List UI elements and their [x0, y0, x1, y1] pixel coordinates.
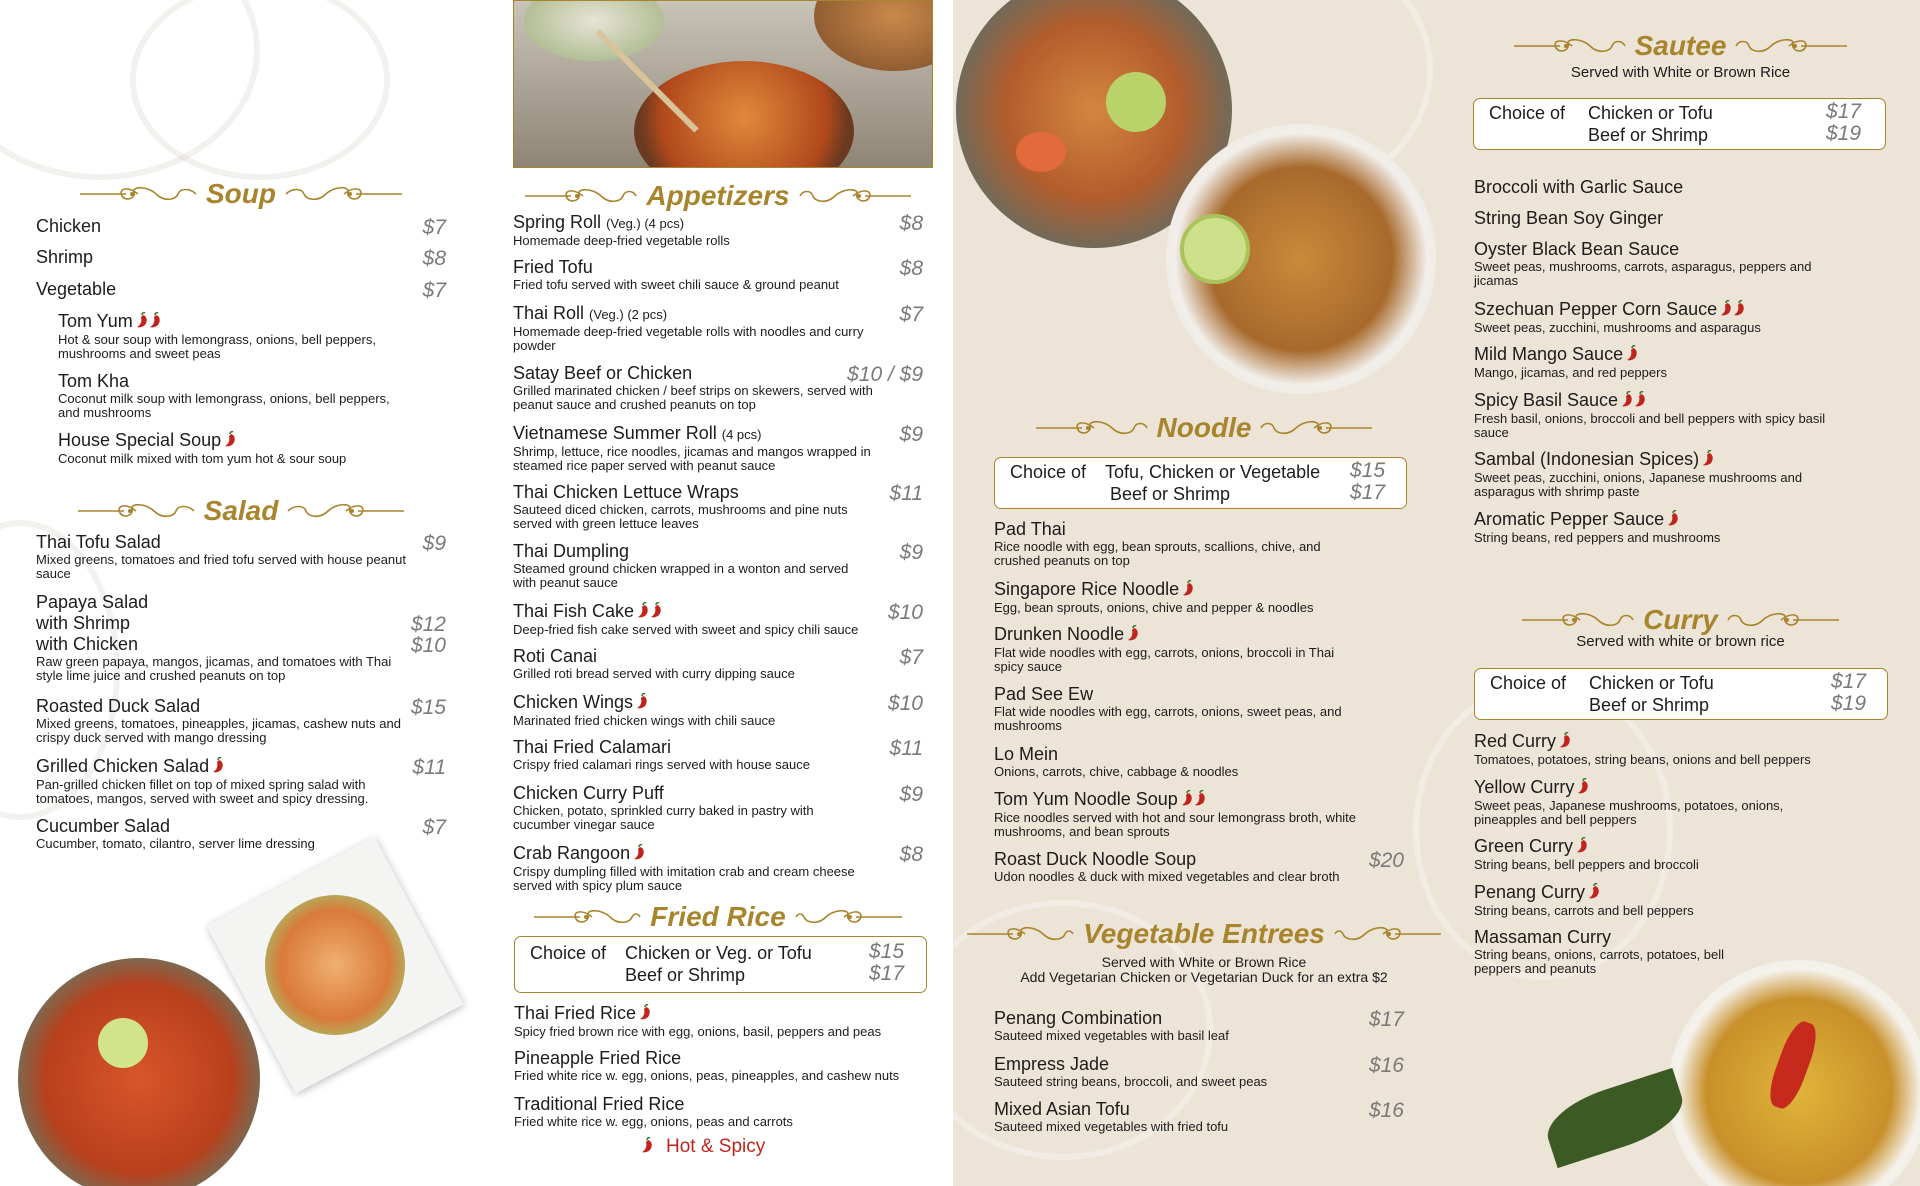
veg-subtitle-2: Add Vegetarian Chicken or Vegetarian Duck for an extra $2 [1020, 969, 1388, 985]
chili-icon [1559, 732, 1572, 753]
appetizer-item: Thai Roll (Veg.) (2 pcs) $7 Homemade deep-fried vegetable rolls with noodles and curry powder [513, 303, 923, 353]
salad-item: Thai Tofu Salad $9 Mixed greens, tomatoes and fried tofu served with house peanut sauce [36, 532, 446, 581]
soup-title: Soup [206, 178, 276, 209]
soup-item: Vegetable $7 [36, 279, 446, 302]
sautee-item: Broccoli with Garlic Sauce [1474, 177, 1684, 197]
chili-icon [1577, 778, 1590, 799]
ornament-left-icon [76, 501, 196, 521]
column-appetizers-fried-rice [513, 0, 923, 1186]
fried-rice-item: Pineapple Fried Rice Fried white rice w. egg, onions, peas, pineapples, and cashew nuts [514, 1048, 900, 1083]
hot-spicy-legend [638, 1136, 765, 1158]
fried-rice-item: Traditional Fried Rice Fried white rice w. egg, onions, peas and carrots [514, 1094, 793, 1129]
ornament-right-icon [1259, 418, 1374, 438]
ornament-right-icon [1333, 924, 1443, 944]
sautee-item: Sambal (Indonesian Spices) Sweet peas, zucchini, onions, Japanese mushrooms and asparagus with shrimp paste [1474, 449, 1803, 499]
salad-item: Grilled Chicken Salad $11 Pan-grilled chicken fillet on top of mixed spring salad with tomatoes, mangos, served with sweet and spicy dressing. [36, 756, 446, 806]
curry-item: Red Curry Tomatoes, potatoes, string beans, onions and bell peppers [1474, 731, 1811, 767]
curry-item: Yellow Curry Sweet peas, Japanese mushrooms, potatoes, onions, pineapples and bell peppers [1474, 777, 1784, 827]
column-sautee-curry [1473, 0, 1893, 1186]
chili-icon [1127, 625, 1140, 646]
column-soup-salad [36, 0, 446, 1186]
curry-item: Massaman Curry String beans, onions, carrots, potatoes, bell peppers and peanuts [1474, 927, 1725, 976]
sautee-item: Szechuan Pepper Corn Sauce Sweet peas, zucchini, mushrooms and asparagus [1474, 299, 1761, 335]
ornament-left-icon [78, 184, 198, 204]
curry-item: Green Curry String beans, bell peppers and broccoli [1474, 836, 1699, 872]
sautee-item: Mild Mango Sauce Mango, jicamas, and red peppers [1474, 344, 1667, 380]
chili-icon [1626, 345, 1639, 366]
soup-item: House Special Soup Coconut milk mixed with tom yum hot & sour soup [58, 430, 347, 466]
soup-header [36, 174, 446, 214]
salad-item: Cucumber Salad $7 Cucumber, tomato, cilantro, server lime dressing [36, 816, 446, 851]
appetizer-item: Thai Fish Cake $10 Deep-fried fish cake served with sweet and spicy chili sauce [513, 601, 923, 637]
sautee-subtitle: Served with White or Brown Rice [1570, 64, 1791, 81]
ornament-left-icon [1520, 610, 1635, 630]
chili-icon [1667, 510, 1680, 531]
curry-subtitle: Served with white or brown rice [1576, 633, 1785, 650]
chili-icon [641, 1137, 654, 1158]
salad-item: Papaya Salad with Shrimp with Chicken $12 $10 Raw green papaya, mangos, jicamas, and tomatoes with Thai style lime juice and crushed peanuts on top [36, 592, 446, 683]
fried-rice-title: Fried Rice [650, 901, 786, 932]
chili-icon [1621, 391, 1647, 412]
curry-item: Penang Curry String beans, carrots and bell peppers [1474, 882, 1694, 918]
appetizer-item: Satay Beef or Chicken $10 / $9 Grilled marinated chicken / beef strips on skewers, served with peanut sauce and crushed peanuts on top [513, 363, 923, 412]
veg-item: Mixed Asian Tofu $16 Sauteed mixed vegetables with fried tofu [994, 1099, 1404, 1134]
chili-icon [1702, 450, 1715, 471]
ornament-left-icon [1034, 418, 1149, 438]
ornament-right-icon [284, 184, 404, 204]
noodle-item: Drunken Noodle Flat wide noodles with egg, carrots, onions, broccoli in Thai spicy sauce [994, 624, 1335, 674]
noodle-choice-box: Choice of Tofu, Chicken or Vegetable Beef or Shrimp $15 $17 [994, 457, 1407, 509]
appetizer-item: Fried Tofu $8 Fried tofu served with sweet chili sauce & ground peanut [513, 257, 923, 292]
noodle-item: Roast Duck Noodle Soup $20 Udon noodles & duck with mixed vegetables and clear broth [994, 849, 1404, 884]
veg-item: Penang Combination $17 Sauteed mixed vegetables with basil leaf [994, 1008, 1404, 1043]
soup-item: Tom Kha Coconut milk soup with lemongrass, onions, bell peppers, and mushrooms [58, 371, 390, 420]
appetizer-item: Thai Dumpling $9 Steamed ground chicken wrapped in a wonton and served with peanut sauce [513, 541, 923, 590]
ornament-right-icon [798, 186, 913, 206]
sautee-header [1473, 26, 1888, 66]
veg-subtitle-1: Served with White or Brown Rice [1101, 954, 1307, 970]
salad-title: Salad [203, 495, 279, 526]
chili-icon [1720, 300, 1746, 321]
ornament-left-icon [532, 907, 642, 927]
salad-header [36, 491, 446, 531]
ornament-right-icon [1734, 36, 1849, 56]
vegetable-entrees-header [964, 914, 1444, 954]
appetizer-item: Crab Rangoon $8 Crispy dumpling filled with imitation crab and cream cheese served with spicy plum sauce [513, 843, 923, 893]
chili-icon [136, 312, 162, 333]
ornament-left-icon [965, 924, 1075, 944]
sautee-item: String Bean Soy Ginger [1474, 208, 1664, 228]
noodle-title: Noodle [1156, 412, 1252, 443]
soup-item: Chicken $7 [36, 216, 446, 239]
chili-icon [1588, 883, 1601, 904]
veg-item: Empress Jade $16 Sauteed string beans, broccoli, and sweet peas [994, 1054, 1404, 1089]
fried-rice-choice-box: Choice of Chicken or Veg. or Tofu Beef or Shrimp $15 $17 [514, 936, 927, 993]
appetizers-header [513, 176, 923, 216]
sautee-item: Spicy Basil Sauce Fresh basil, onions, broccoli and bell peppers with spicy basil sauce [1474, 390, 1826, 440]
chili-icon [224, 431, 237, 452]
curry-choice-box: Choice of Chicken or Tofu Beef or Shrimp $17 $19 [1474, 668, 1888, 720]
appetizer-item: Chicken Curry Puff $9 Chicken, potato, sprinkled curry baked in pastry with cucumber vinegar sauce [513, 783, 923, 832]
chili-icon [637, 602, 663, 623]
appetizer-item: Spring Roll (Veg.) (4 pcs) $8 Homemade deep-fried vegetable rolls [513, 212, 923, 248]
noodle-item: Singapore Rice Noodle Egg, bean sprouts, onions, chive and pepper & noodles [994, 579, 1314, 615]
appetizers-title: Appetizers [646, 180, 790, 211]
salad-item: Roasted Duck Salad $15 Mixed greens, tomatoes, pineapples, jicamas, cashew nuts and crispy duck served with mango dressing [36, 696, 446, 745]
ornament-right-icon [1726, 610, 1841, 630]
appetizer-item: Vietnamese Summer Roll (4 pcs) $9 Shrimp, lettuce, rice noodles, jicamas and mangos wrapped in steamed rice paper served with peanut sauce [513, 423, 923, 473]
chili-icon [636, 693, 649, 714]
sautee-choice-box: Choice of Chicken or Tofu Beef or Shrimp $17 $19 [1473, 98, 1886, 150]
chili-icon [1182, 580, 1195, 601]
appetizer-item: Thai Fried Calamari $11 Crispy fried calamari rings served with house sauce [513, 737, 923, 772]
appetizer-item: Thai Chicken Lettuce Wraps $11 Sauteed diced chicken, carrots, mushrooms and pine nuts served with green lettuce leaves [513, 482, 923, 531]
sautee-title: Sautee [1634, 30, 1727, 61]
chili-icon [639, 1004, 652, 1025]
hot-spicy-label: Hot & Spicy [666, 1136, 766, 1157]
noodle-header [994, 408, 1414, 448]
appetizer-item: Roti Canai $7 Grilled roti bread served with curry dipping sauce [513, 646, 923, 681]
appetizer-item: Chicken Wings $10 Marinated fried chicken wings with chili sauce [513, 692, 923, 728]
ornament-left-icon [523, 186, 638, 206]
chili-icon [212, 757, 225, 778]
soup-item: Tom Yum Hot & sour soup with lemongrass, onions, bell peppers, mushrooms and sweet peas [58, 311, 376, 361]
chili-icon [1181, 790, 1207, 811]
chili-icon [633, 844, 646, 865]
noodle-item: Tom Yum Noodle Soup Rice noodles served with hot and sour lemongrass broth, white mushrooms, and bean sprouts [994, 789, 1357, 839]
soup-item: Shrimp $8 [36, 247, 446, 270]
noodle-item: Pad See Ew Flat wide noodles with egg, carrots, onions, sweet peas, and mushrooms [994, 684, 1342, 733]
sautee-item: Oyster Black Bean Sauce Sweet peas, mushrooms, carrots, asparagus, peppers and jicamas [1474, 239, 1812, 288]
ornament-right-icon [286, 501, 406, 521]
fried-rice-item: Thai Fried Rice Spicy fried brown rice with egg, onions, basil, peppers and peas [514, 1003, 882, 1039]
noodle-item: Lo Mein Onions, carrots, chive, cabbage & noodles [994, 744, 1239, 779]
ornament-left-icon [1512, 36, 1627, 56]
noodle-item: Pad Thai Rice noodle with egg, bean sprouts, scallions, chive, and crushed peanuts on top [994, 519, 1321, 568]
chili-icon [1576, 837, 1589, 858]
sautee-item: Aromatic Pepper Sauce String beans, red peppers and mushrooms [1474, 509, 1721, 545]
fried-rice-header [513, 897, 923, 937]
ornament-right-icon [794, 907, 904, 927]
column-noodle-veg [994, 0, 1414, 1186]
curry-title: Curry [1643, 604, 1718, 635]
vegetable-entrees-title: Vegetable Entrees [1083, 918, 1325, 949]
